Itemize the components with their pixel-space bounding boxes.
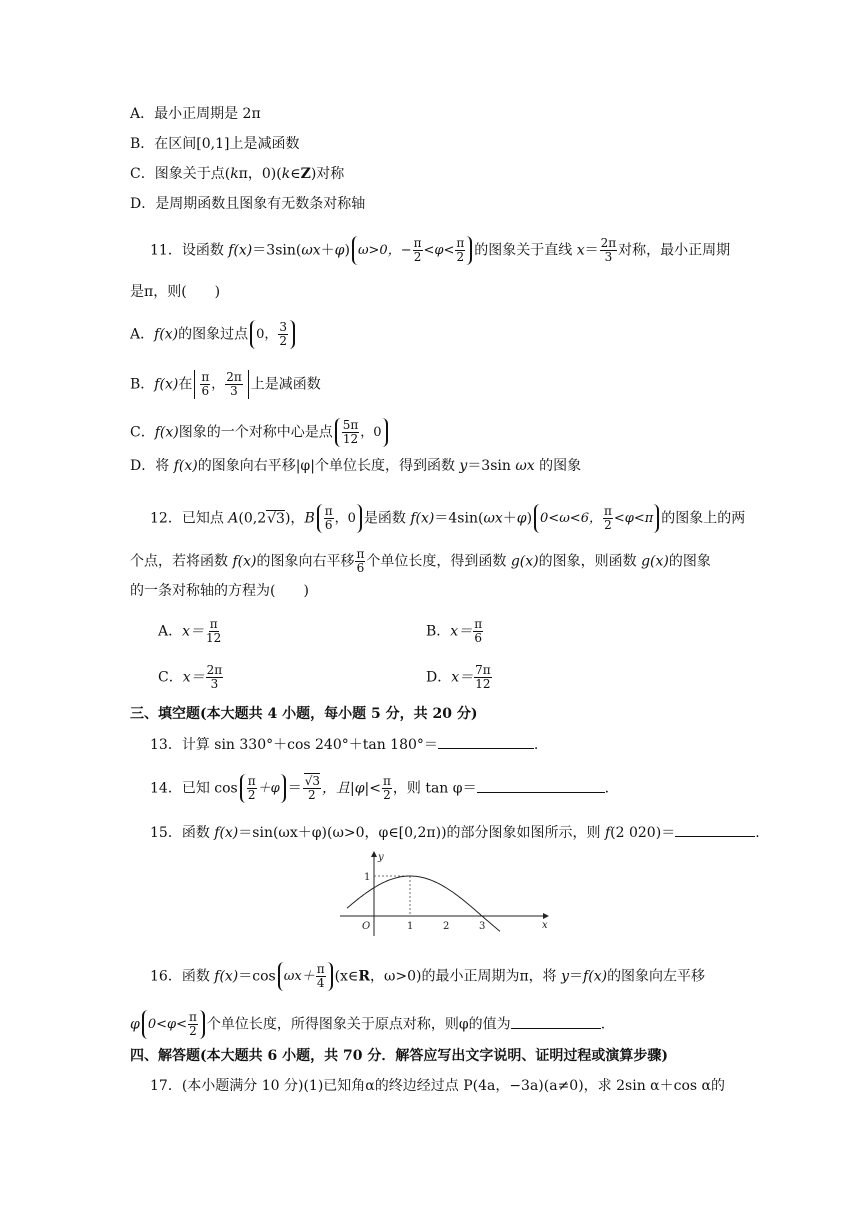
q12-stem-line2: 个点，若将函数 f(x)的图象向右平移 $\frac{\pi}{6}$ 个单位长度，得到函数 g(x)的图象，则函数 g(x)的图象 <box>130 547 711 575</box>
q11-stem-line2: 是π，则( ) <box>130 284 221 300</box>
origin-label: O <box>362 921 371 932</box>
x-tick-label: 3 <box>479 921 486 932</box>
q14: 14．已知 cos $\frac{\pi}{2}$ ＋φ ＝ $\frac{√3}{2}$ ，且|φ|< $\frac{\pi}{2}$ ，则 tan φ＝ . <box>150 774 610 802</box>
q11-option-a: A．f(x)的图象过点 0， $\frac{3}{2}$ <box>130 320 297 349</box>
x-axis-label: x <box>542 920 548 931</box>
q11-option-d: D．将 f(x)的图象向右平移|φ|个单位长度，得到函数 y＝3sin ωx 的图象 <box>130 458 582 474</box>
q16-line2: φ 0<φ< $\frac{\pi}{2}$ 个单位长度，所得图象关于原点对称，则φ的值为 . <box>130 1010 606 1038</box>
x-tick-label: 1 <box>407 921 414 932</box>
q11-option-b: B．f(x)在 $\frac{\pi}{6}$ ， $\frac{2\pi}{3}$ 上是减函数 <box>130 370 321 398</box>
q10-option-d: D．是周期函数且图象有无数条对称轴 <box>130 196 366 212</box>
q11-option-c: C．f(x)图象的一个对称中心是点 $\frac{5\pi}{12}$ ，0 <box>130 418 390 447</box>
q15-answer-blank[interactable] <box>675 822 755 837</box>
q16: 16．函数 f(x)＝cos ωx＋ $\frac{\pi}{4}$ (x∈R，ω>0)的最小正周期为π，将 y＝f(x)的图象向左平移 <box>150 962 706 990</box>
sqrt-sign: √3 <box>267 510 285 527</box>
q11-condition: ω>0，− $\frac{\pi}{2}$ <φ< $\frac{\pi}{2}$ <box>352 236 472 265</box>
q13-answer-blank[interactable] <box>438 734 534 749</box>
q11-stem: 11．设函数 f(x)＝3sin(ωx＋φ) ω>0，− $\frac{\pi}{2}$ <φ< $\frac{\pi}{2}$ 的图象关于直线 x＝ $\frac{2\pi}{3}$ 对称，最小正周期 <box>150 236 731 264</box>
q10-option-b: B．在区间[0,1]上是减函数 <box>130 136 300 152</box>
q12-option-c: C．x＝ $\frac{2\pi}{3}$ <box>158 663 223 691</box>
q15: 15．函数 f(x)＝sin(ωx＋φ)(ω>0，φ∈[0,2π))的部分图象如图所示，则 f(2 020)＝ . <box>150 822 760 843</box>
section-4-heading: 四、解答题(本大题共 6 小题，共 70 分．解答应写出文字说明、证明过程或演算步骤) <box>130 1048 668 1064</box>
q12-option-d: D．x＝ $\frac{7\pi}{12}$ <box>426 663 491 691</box>
q10-option-c: C．图象关于点(kπ，0)(k∈Z)对称 <box>130 166 345 182</box>
section-3-heading: 三、填空题(本大题共 4 小题，每小题 5 分，共 20 分) <box>130 706 478 722</box>
q17: 17．(本小题满分 10 分)(1)已知角α的终边经过点 P(4a，−3a)(a≠0)，求 2sin α＋cos α的 <box>150 1078 725 1094</box>
q15-function-graph <box>336 848 556 938</box>
q12-stem-line3: 的一条对称轴的方程为( ) <box>130 583 309 599</box>
q12-stem: 12．已知点 A(0,2√3)，B $\frac{\pi}{6}$ ，0 是函数 f(x)＝4sin(ωx＋φ) 0<ω<6， $\frac{\pi}{2}$ <φ<π 的图象上的两 <box>150 504 746 532</box>
q12-option-b: B．x＝ $\frac{\pi}{6}$ <box>426 617 483 645</box>
x-tick-label: 2 <box>443 921 450 932</box>
q12-option-a: A．x＝ $\frac{\pi}{12}$ <box>158 617 222 645</box>
y-tick-label: 1 <box>364 872 371 883</box>
q10-option-a: A．最小正周期是 2π <box>130 106 261 122</box>
y-axis-label: y <box>378 852 384 863</box>
q14-answer-blank[interactable] <box>477 778 605 793</box>
q16-answer-blank[interactable] <box>511 1014 601 1029</box>
q13: 13．计算 sin 330°＋cos 240°＋tan 180°＝ . <box>150 734 538 755</box>
